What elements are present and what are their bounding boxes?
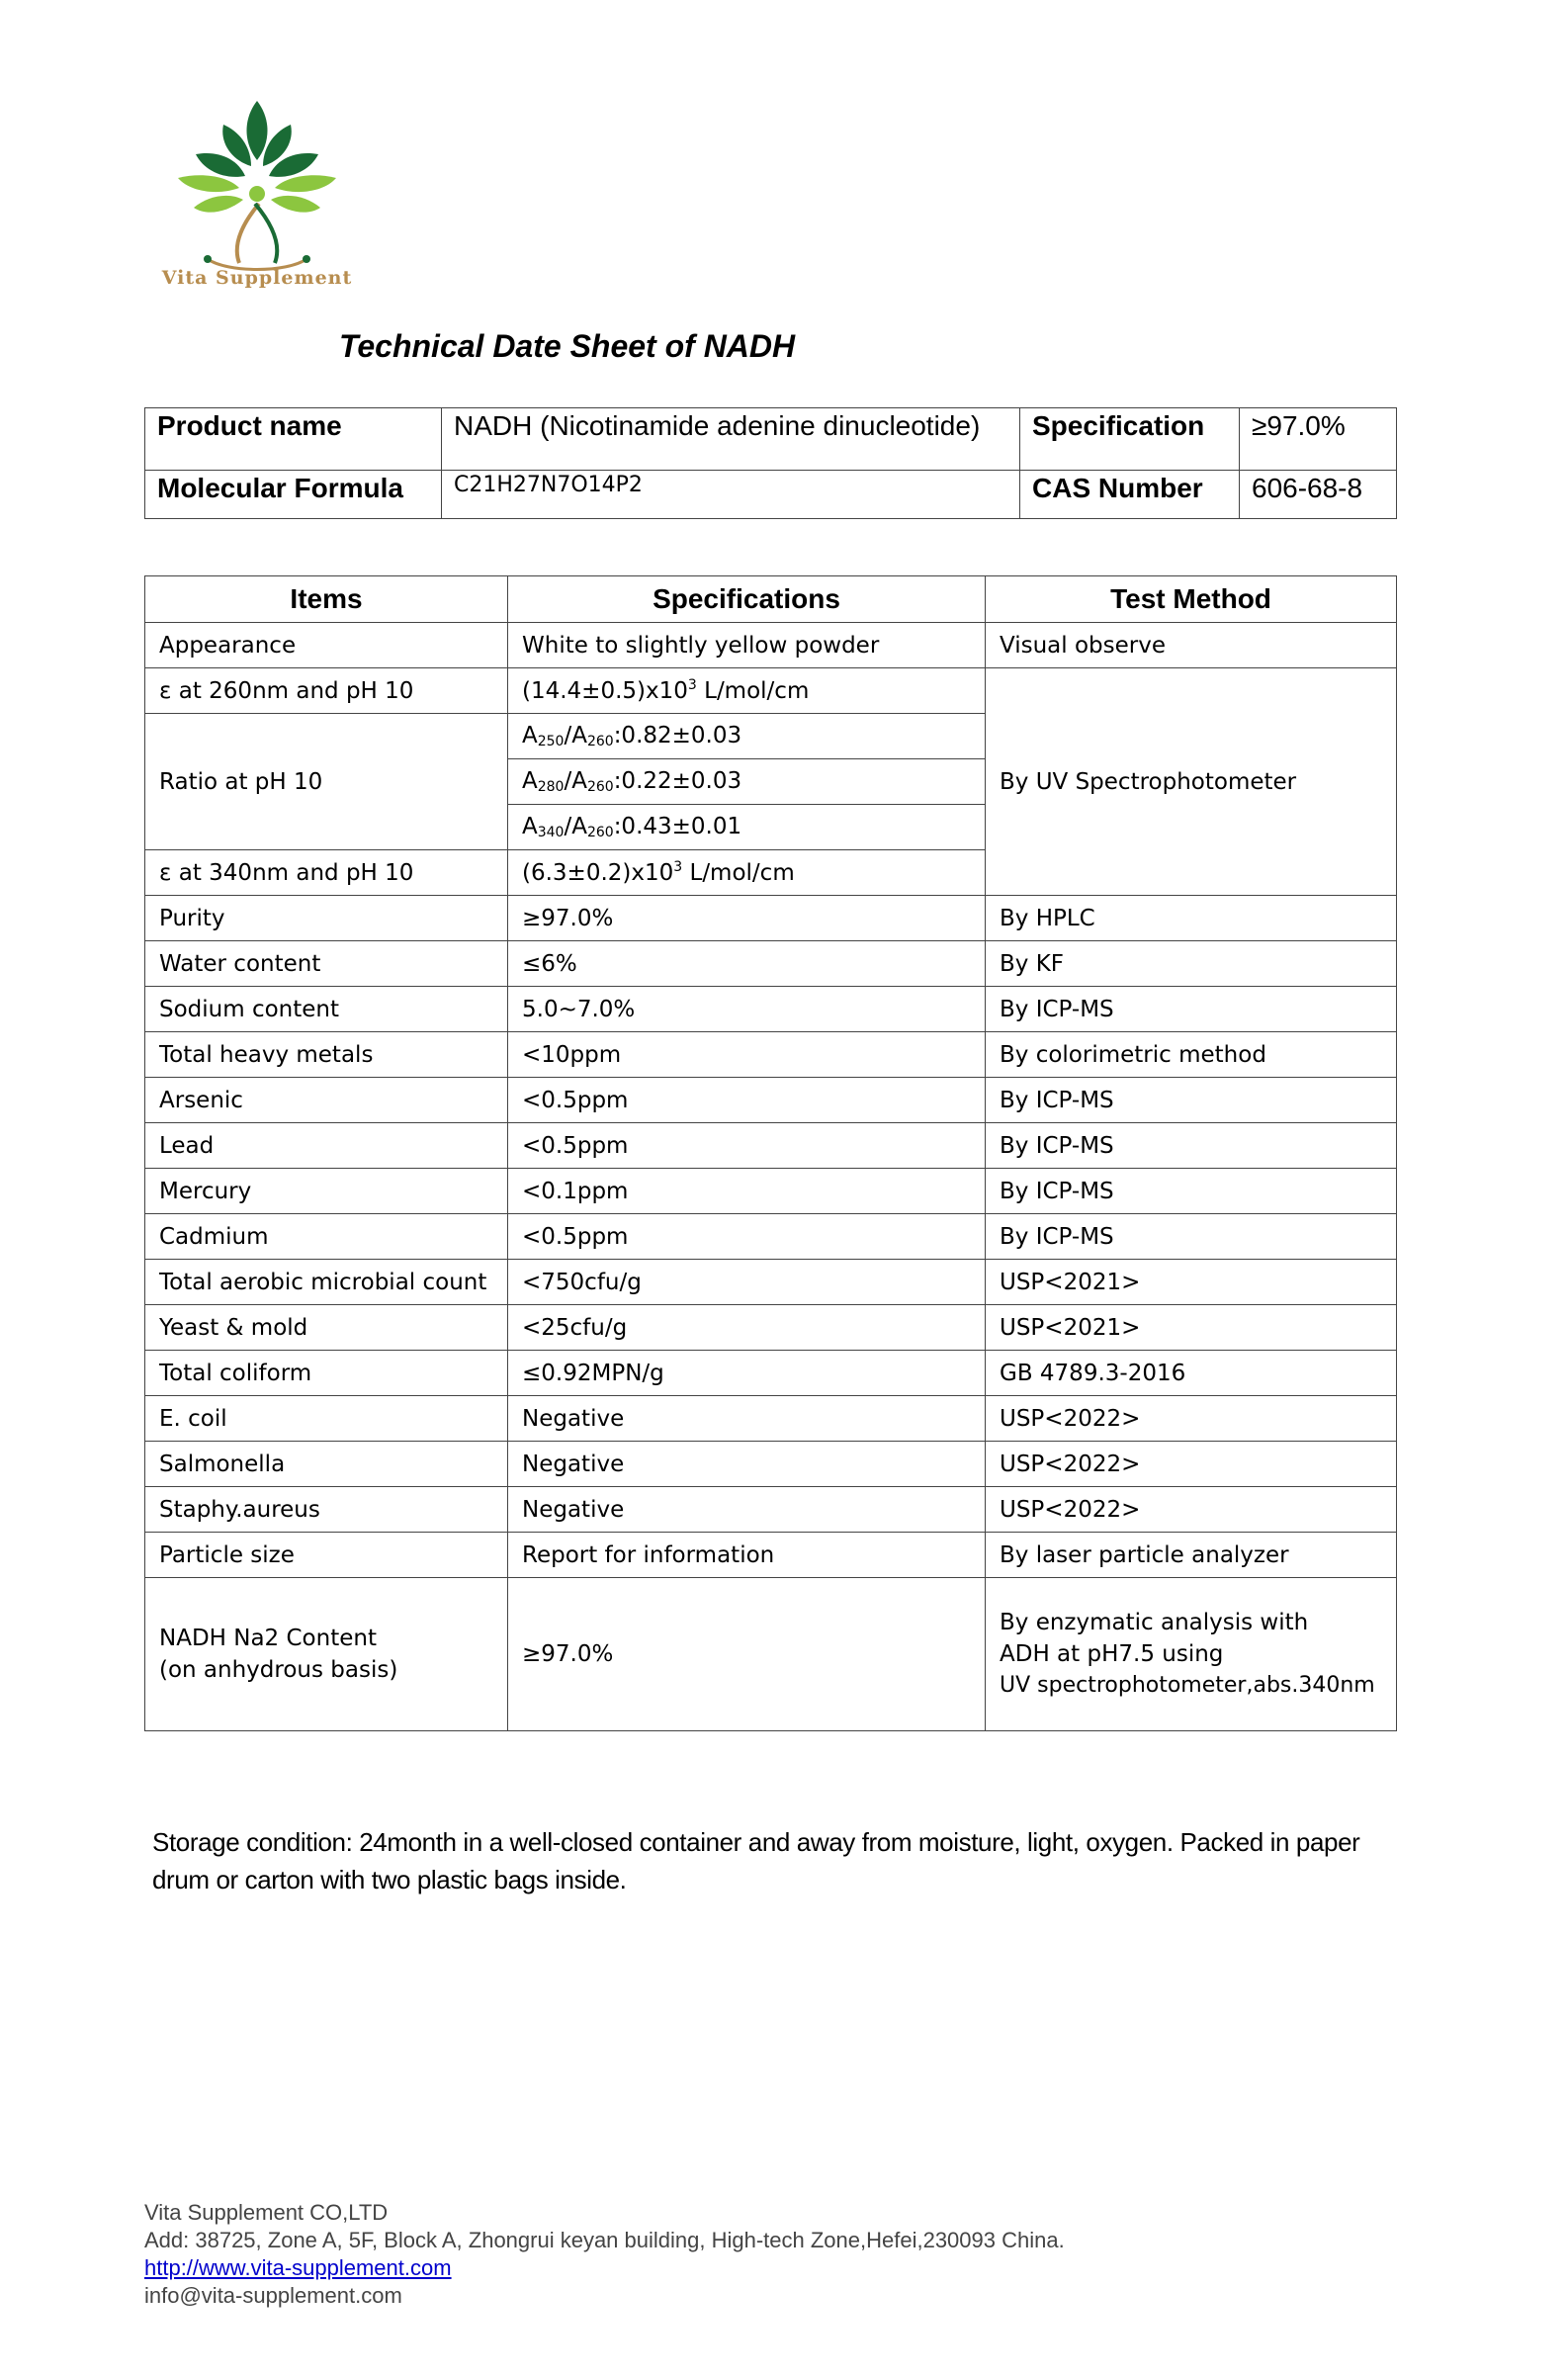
ratio-value: :0.82±0.03 <box>613 723 742 748</box>
spec-cell: Report for information <box>508 1533 986 1578</box>
website-link[interactable]: http://www.vita-supplement.com <box>144 2255 452 2280</box>
ratio-text: A <box>522 814 538 839</box>
table-row <box>145 987 1397 1032</box>
storage-condition <box>152 1823 1428 1898</box>
item-cell: ε at 260nm and pH 10 <box>145 668 508 714</box>
subscript: 260 <box>586 825 614 840</box>
product-name-value: NADH (Nicotinamide adenine dinucleotide) <box>442 408 1020 471</box>
table-row <box>145 1487 1397 1533</box>
vita-supplement-logo <box>148 89 366 297</box>
item-cell: Salmonella <box>145 1442 508 1487</box>
ratio-value: :0.43±0.01 <box>613 814 742 839</box>
item-cell: Yeast & mold <box>145 1305 508 1351</box>
company-name: Vita Supplement CO,LTD <box>144 2200 389 2225</box>
method-cell: By UV Spectrophotometer <box>986 668 1397 896</box>
product-row <box>145 408 1397 471</box>
spec-text: L/mol/cm <box>696 678 810 704</box>
company-email: info@vita-supplement.com <box>144 2283 402 2308</box>
table-row <box>145 1305 1397 1351</box>
footer <box>144 2199 1065 2310</box>
method-line: UV spectrophotometer,abs.340nm <box>1000 1673 1375 1698</box>
page-title: Technical Date Sheet of NADH <box>339 328 796 364</box>
superscript: 3 <box>687 677 697 693</box>
logo-text: Vita Supplement <box>161 267 353 289</box>
item-line: (on anhydrous basis) <box>159 1657 398 1683</box>
table-row <box>145 1578 1397 1731</box>
method-line: By enzymatic analysis with <box>1000 1610 1309 1635</box>
method-cell: By HPLC <box>986 896 1397 941</box>
item-cell: Purity <box>145 896 508 941</box>
method-cell: By ICP-MS <box>986 987 1397 1032</box>
spec-cell: Negative <box>508 1396 986 1442</box>
product-name-label: Product name <box>145 408 442 471</box>
table-row <box>145 941 1397 987</box>
table-row <box>145 1260 1397 1305</box>
spec-text: L/mol/cm <box>682 860 795 886</box>
item-cell: Cadmium <box>145 1214 508 1260</box>
ratio-text: /A <box>564 814 587 839</box>
method-cell: By laser particle analyzer <box>986 1533 1397 1578</box>
spec-cell: <0.1ppm <box>508 1169 986 1214</box>
spec-cell: ≥97.0% <box>508 1578 986 1731</box>
item-cell: Arsenic <box>145 1078 508 1123</box>
subscript: 260 <box>586 779 614 795</box>
table-row <box>145 668 1397 714</box>
table-row <box>145 1396 1397 1442</box>
spec-cell: White to slightly yellow powder <box>508 623 986 668</box>
spec-cell: ≥97.0% <box>508 896 986 941</box>
ratio-value: :0.22±0.03 <box>613 768 742 794</box>
specifications-header: Specifications <box>508 576 986 623</box>
method-cell: By ICP-MS <box>986 1123 1397 1169</box>
spec-cell: ≤6% <box>508 941 986 987</box>
method-cell: USP<2022> <box>986 1396 1397 1442</box>
spec-cell <box>508 805 986 850</box>
method-cell <box>986 1578 1397 1731</box>
method-cell: GB 4789.3-2016 <box>986 1351 1397 1396</box>
table-row <box>145 623 1397 668</box>
table-row <box>145 1169 1397 1214</box>
specification-value: ≥97.0% <box>1240 408 1397 471</box>
items-header: Items <box>145 576 508 623</box>
item-cell: ε at 340nm and pH 10 <box>145 850 508 896</box>
method-cell: USP<2022> <box>986 1487 1397 1533</box>
table-row <box>145 1442 1397 1487</box>
method-cell: By ICP-MS <box>986 1214 1397 1260</box>
subscript: 340 <box>537 825 565 840</box>
spec-cell <box>508 850 986 896</box>
subscript: 250 <box>537 734 565 749</box>
item-cell: Total aerobic microbial count <box>145 1260 508 1305</box>
spec-text: (6.3±0.2)x10 <box>522 860 674 886</box>
spec-cell: Negative <box>508 1442 986 1487</box>
spec-cell: 5.0~7.0% <box>508 987 986 1032</box>
method-line: ADH at pH7.5 using <box>1000 1641 1224 1667</box>
subscript: 260 <box>586 734 614 749</box>
table-row <box>145 1533 1397 1578</box>
ratio-text: A <box>522 723 538 748</box>
ratio-text: /A <box>564 723 587 748</box>
item-cell: Ratio at pH 10 <box>145 714 508 850</box>
subscript: 280 <box>537 779 565 795</box>
cas-number-label: CAS Number <box>1020 471 1240 519</box>
spec-cell: <0.5ppm <box>508 1214 986 1260</box>
table-header-row <box>145 576 1397 623</box>
company-address: Add: 38725, Zone A, 5F, Block A, Zhongrui keyan building, High-tech Zone,Hefei,230093 China. <box>144 2228 1065 2252</box>
storage-line: Storage condition: 24month in a well-closed container and away from moisture, light, oxygen. Packed in paper <box>152 1827 1360 1857</box>
formula-row <box>145 471 1397 519</box>
method-cell: Visual observe <box>986 623 1397 668</box>
test-method-header: Test Method <box>986 576 1397 623</box>
ratio-text: /A <box>564 768 587 794</box>
spec-cell: ≤0.92MPN/g <box>508 1351 986 1396</box>
table-row <box>145 1123 1397 1169</box>
table-row <box>145 1078 1397 1123</box>
table-row <box>145 1032 1397 1078</box>
product-info-table <box>144 407 1397 519</box>
item-cell: Water content <box>145 941 508 987</box>
spec-cell: <750cfu/g <box>508 1260 986 1305</box>
item-cell <box>145 1578 508 1731</box>
method-cell: USP<2021> <box>986 1260 1397 1305</box>
spec-cell <box>508 714 986 759</box>
ratio-text: A <box>522 768 538 794</box>
item-cell: Lead <box>145 1123 508 1169</box>
item-cell: Total coliform <box>145 1351 508 1396</box>
item-cell: E. coil <box>145 1396 508 1442</box>
method-cell: By KF <box>986 941 1397 987</box>
molecular-formula-value: C21H27N7O14P2 <box>442 471 1020 519</box>
method-cell: By ICP-MS <box>986 1169 1397 1214</box>
item-line: NADH Na2 Content <box>159 1626 377 1651</box>
item-cell: Sodium content <box>145 987 508 1032</box>
method-cell: By ICP-MS <box>986 1078 1397 1123</box>
item-cell: Appearance <box>145 623 508 668</box>
cas-number-value: 606-68-8 <box>1240 471 1397 519</box>
specification-table <box>144 575 1397 1731</box>
table-row <box>145 1214 1397 1260</box>
item-cell: Staphy.aureus <box>145 1487 508 1533</box>
spec-cell: Negative <box>508 1487 986 1533</box>
spec-cell: <25cfu/g <box>508 1305 986 1351</box>
spec-cell: <0.5ppm <box>508 1123 986 1169</box>
item-cell: Total heavy metals <box>145 1032 508 1078</box>
table-row <box>145 896 1397 941</box>
molecular-formula-label: Molecular Formula <box>145 471 442 519</box>
method-cell: By colorimetric method <box>986 1032 1397 1078</box>
superscript: 3 <box>673 859 683 875</box>
spec-cell: <0.5ppm <box>508 1078 986 1123</box>
storage-line: drum or carton with two plastic bags inside. <box>152 1865 627 1894</box>
spec-cell: <10ppm <box>508 1032 986 1078</box>
method-cell: USP<2022> <box>986 1442 1397 1487</box>
specification-label: Specification <box>1020 408 1240 471</box>
spec-text: (14.4±0.5)x10 <box>522 678 688 704</box>
table-row <box>145 1351 1397 1396</box>
item-cell: Mercury <box>145 1169 508 1214</box>
spec-cell <box>508 759 986 805</box>
method-cell: USP<2021> <box>986 1305 1397 1351</box>
spec-cell <box>508 668 986 714</box>
item-cell: Particle size <box>145 1533 508 1578</box>
